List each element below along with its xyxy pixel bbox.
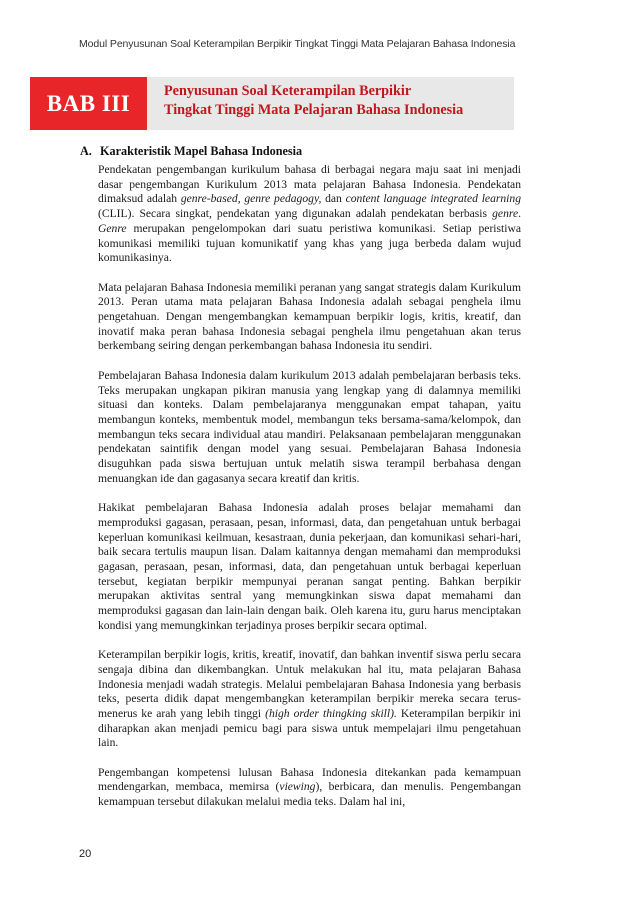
body-text [98,163,521,825]
paragraph-5 [98,648,521,751]
italic-term: viewing [279,780,316,794]
italic-term: content language integrated learning [345,192,521,206]
chapter-title-line-1: Penyusunan Soal Keterampilan Berpikir [164,83,412,99]
paragraph-6 [98,766,521,810]
running-header: Modul Penyusunan Soal Keterampilan Berpikir Tingkat Tinggi Mata Pelajaran Bahasa Indonesia [79,38,516,50]
text-run: . [518,207,521,221]
text-run: dan [321,192,346,206]
text-run: Keterampilan berpikir logis, kritis, kreatif, inovatif, dan bahkan inventif siswa perlu secara sengaja dibina dan dikembangkan. Untuk melakukan hal itu, mata pelajaran Bahasa Indonesia menjadi wadah strategis. Melalui pembelajaran Bahasa Indonesia yang berbasis teks, peserta didik dapat mengembangkan keterampilan berpikir mereka secara terus-menerus ke arah yang lebih tinggi [98,648,521,720]
italic-term: Genre [98,221,127,235]
page-number: 20 [79,848,92,860]
italic-term: genre-based, genre pedagogy, [180,192,322,206]
section-letter: A. [80,144,92,158]
text-run: Pendekatan pengembangan kurikulum bahasa di berbagai negara maju saat ini menjadi dasar pengembangan Kurikulum 2013 mata pelajaran Bahasa Indonesia. Pendekatan dimaksud adalah [98,163,521,206]
paragraph-1 [98,163,521,266]
chapter-label: BAB III [30,77,147,130]
text-run: ), berbicara, dan menulis. Pengembangan kemampuan tersebut dilakukan melalui media teks. Dalam hal ini, [98,780,522,809]
paragraph-4: Hakikat pembelajaran Bahasa Indonesia adalah proses belajar memahami dan memproduksi gagasan, perasaan, pesan, informasi, data, dan pengetahuan untuk berbagai keperluan komunikasi keilmuan, kesastraan, dunia pekerjaan, dan komunikasi sehari-hari, baik secara tertulis maupun lisan. Dalam kaitannya dengan memahami dan memproduksi gagasan, perasaan, pesan, informasi, data, dan pengetahuan untuk berbagai keperluan tersebut, kegiatan berpikir mempunyai peranan sangat penting. Bahkan berpikir merupakan aktivitas sentral yang memungkinkan siswa dapat memahami dan memproduksi gagasan dan lain-lain dengan baik. Oleh karena itu, guru harus menciptakan kondisi yang memungkinkan terjadinya proses berpikir secara optimal. [98,501,521,632]
text-run: Keterampilan berpikir ini diharapkan akan menjadi pemicu bagi para siswa untuk mempelajari ilmu pengetahuan lain. [98,706,521,750]
chapter-title [164,82,509,120]
section-title: Karakteristik Mapel Bahasa Indonesia [100,144,303,158]
text-run: merupakan pengelompokan dari suatu peristiwa komunikasi. Setiap peristiwa komunikasi memiliki tujuan komunikatif yang khas yang juga berbeda dalam wujud komunikasinya. [98,221,521,265]
section-heading [80,144,302,159]
italic-term: (high order thingking skill). [265,706,397,720]
italic-term: genre [492,207,519,221]
chapter-title-line-2: Tingkat Tinggi Mata Pelajaran Bahasa Indonesia [164,102,464,118]
paragraph-2: Mata pelajaran Bahasa Indonesia memiliki peranan yang sangat strategis dalam Kurikulum 2013. Peran utama mata pelajaran Bahasa Indonesia adalah sebagai penghela ilmu pengetahuan. Dengan mengembangkan kemampuan berpikir logis, kritis, kreatif, dan inovatif maka peran bahasa Indonesia sebagai penghela ilmu pengetahuan akan terus berkembang seiring dengan perkembangan bahasa Indonesia itu sendiri. [98,280,521,353]
text-run: (CLIL). Secara singkat, pendekatan yang digunakan adalah pendekatan berbasis [98,207,493,221]
text-run: Pengembangan kompetensi lulusan Bahasa Indonesia ditekankan pada kemampuan mendengarkan, membaca, memirsa ( [98,765,521,794]
paragraph-3: Pembelajaran Bahasa Indonesia dalam kurikulum 2013 adalah pembelajaran berbasis teks. Teks merupakan ungkapan pikiran manusia yang lengkap yang di dalamnya memiliki situasi dan konteks. Dalam pembelajaranya menggunakan empat tahapan, yaitu membangun konteks, membentuk model, membangun teks bersama-sama/kelompok, dan membangun teks secara individual atau mandiri. Pelaksanaan pembelajaran menggunakan pendekatan saintifik dengan model yang sesuai. Pembelajaran Bahasa Indonesia disuguhkan pada siswa bertujuan untuk melatih siswa terampil berbahasa dengan menuangkan ide dan gagasanya secara kreatif dan kritis. [98,368,521,485]
